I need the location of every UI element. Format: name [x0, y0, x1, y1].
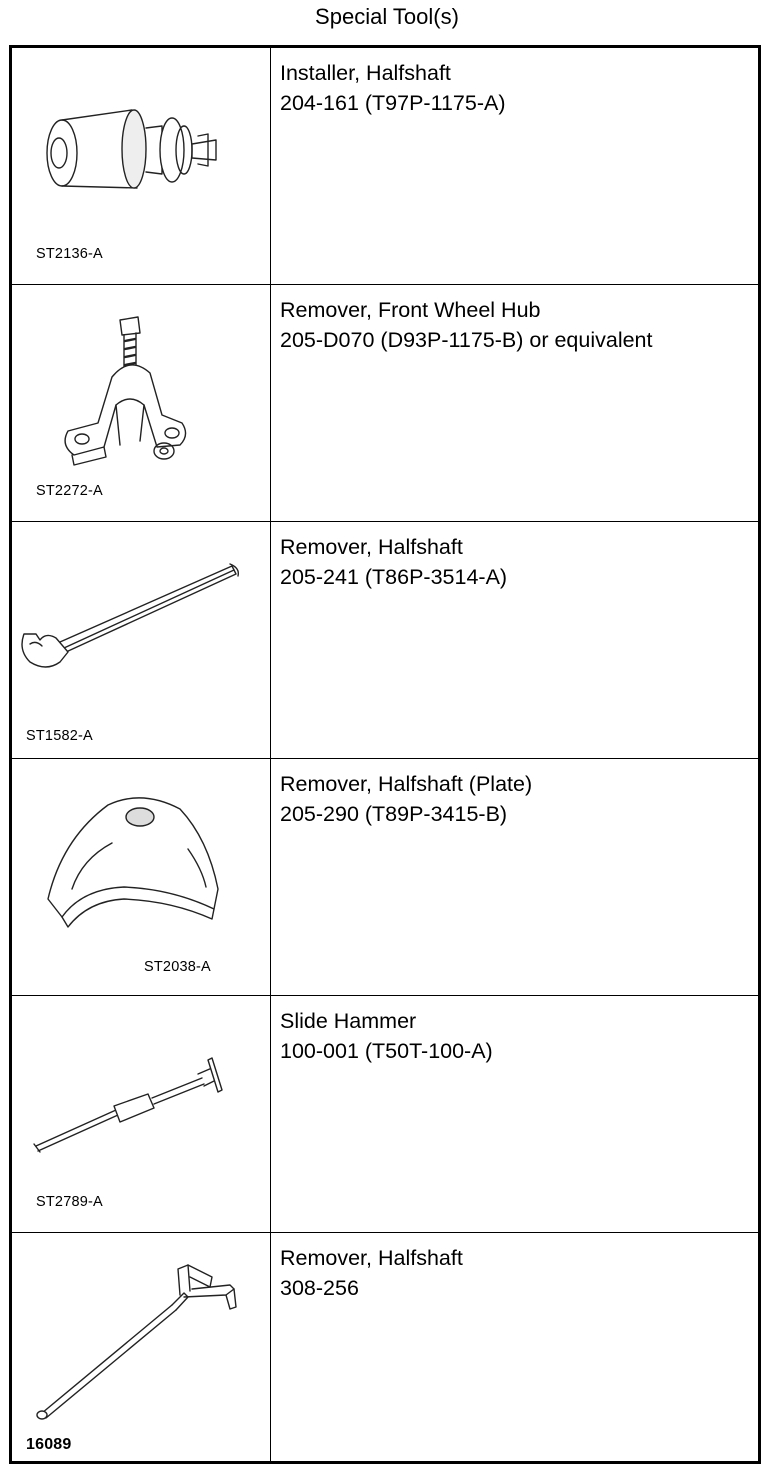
tool-name: Remover, Halfshaft	[280, 535, 463, 559]
table-row	[12, 1233, 758, 1464]
halfshaft-remover-fork-icon	[12, 1233, 271, 1464]
tool-image-code: 16089	[26, 1436, 72, 1453]
halfshaft-remover-wrench-icon	[12, 522, 271, 758]
tool-number: 204-161 (T97P-1175-A)	[280, 91, 506, 115]
tool-description	[272, 759, 758, 995]
table-row	[12, 759, 758, 996]
table-row	[12, 48, 758, 285]
tool-name: Remover, Halfshaft (Plate)	[280, 772, 533, 796]
tool-image-cell	[12, 1233, 271, 1464]
table-row	[12, 285, 758, 522]
tool-name: Installer, Halfshaft	[280, 61, 451, 85]
tool-image-code: ST1582-A	[26, 728, 93, 744]
tool-number: 100-001 (T50T-100-A)	[280, 1039, 493, 1063]
table-row	[12, 522, 758, 759]
tool-description	[272, 996, 758, 1232]
tool-description	[272, 522, 758, 758]
tool-description	[272, 285, 758, 521]
tool-number: 205-D070 (D93P-1175-B) or equivalent	[280, 328, 653, 352]
table-row	[12, 996, 758, 1233]
tool-image-code: ST2038-A	[144, 959, 211, 975]
tool-number: 205-241 (T86P-3514-A)	[280, 565, 508, 589]
tool-name: Remover, Front Wheel Hub	[280, 298, 541, 322]
halfshaft-remover-plate-icon	[12, 759, 271, 995]
special-tools-table	[9, 45, 761, 1464]
tool-image-code: ST2272-A	[36, 483, 103, 499]
tool-number: 205-290 (T89P-3415-B)	[280, 802, 508, 826]
tool-image-cell	[12, 759, 271, 995]
tool-description	[272, 48, 758, 284]
tool-image-code: ST2136-A	[36, 246, 103, 262]
tool-image-cell	[12, 285, 271, 521]
tool-description	[272, 1233, 758, 1464]
page-title: Special Tool(s)	[315, 4, 459, 29]
tool-name: Slide Hammer	[280, 1009, 417, 1033]
tool-number: 308-256	[280, 1276, 359, 1300]
tool-image-cell	[12, 48, 271, 284]
tool-name: Remover, Halfshaft	[280, 1246, 463, 1270]
tool-image-cell	[12, 522, 271, 758]
tool-image-code: ST2789-A	[36, 1194, 103, 1210]
tool-image-cell	[12, 996, 271, 1232]
